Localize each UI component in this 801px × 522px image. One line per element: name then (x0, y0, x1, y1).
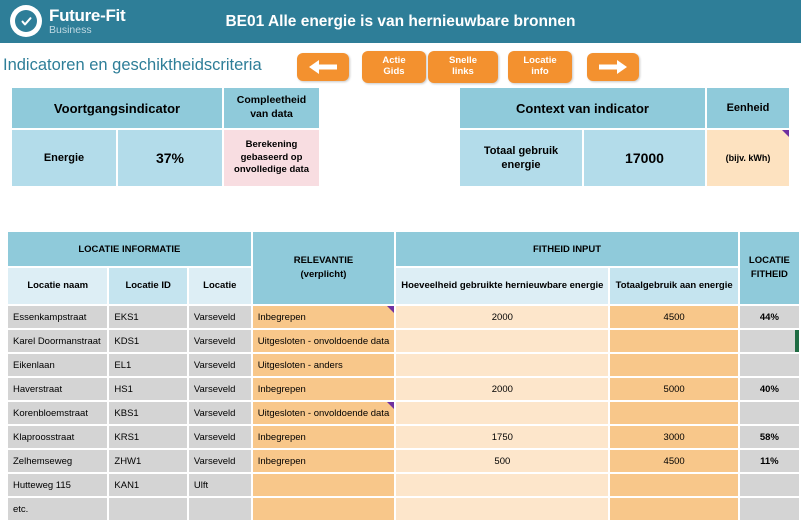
sub-header-locatie: Locatie (189, 268, 253, 306)
table-row[interactable] (8, 378, 801, 402)
locatie-fitheid-line2: FITHEID (750, 269, 788, 280)
cell-hernieuwbare-energie[interactable] (396, 498, 610, 522)
cell-comment-marker-icon (387, 306, 394, 313)
app-header-bar (0, 0, 801, 43)
progress-indicator-panel (12, 88, 319, 186)
unit-value-text: (bijv. kWh) (725, 153, 771, 163)
table-row[interactable] (8, 498, 801, 522)
indicator-value: 37% (118, 130, 224, 186)
table-group-header-row (8, 232, 801, 268)
table-row[interactable] (8, 426, 801, 450)
cell-hernieuwbare-energie[interactable] (396, 330, 610, 354)
group-header-locatie-fitheid (740, 232, 801, 306)
cell-hernieuwbare-energie[interactable]: 1750 (396, 426, 610, 450)
section-subtitle: Indicatoren en geschiktheidscriteria (3, 56, 262, 74)
cell-locatie-fitheid[interactable] (740, 354, 801, 378)
cell-totaalgebruik[interactable] (610, 402, 739, 426)
completeness-header (224, 88, 319, 130)
cell-relevantie[interactable]: Inbegrepen (253, 306, 397, 330)
cell-relevantie[interactable]: Inbegrepen (253, 426, 397, 450)
cell-locatie-id[interactable]: KAN1 (109, 474, 189, 498)
cell-hernieuwbare-energie[interactable]: 500 (396, 450, 610, 474)
back-button[interactable] (297, 53, 349, 81)
table-row[interactable] (8, 330, 801, 354)
cell-relevantie[interactable] (253, 498, 397, 522)
cell-locatie-id[interactable] (109, 498, 189, 522)
row-highlight-marker (795, 330, 799, 352)
cell-totaalgebruik[interactable] (610, 330, 739, 354)
unit-header: Eenheid (707, 88, 789, 130)
sub-header-hoeveelheid: Hoeveelheid gebruikte hernieuwbare energie (396, 268, 610, 306)
cell-locatie-fitheid[interactable]: 11% (740, 450, 801, 474)
cell-hernieuwbare-energie[interactable]: 2000 (396, 306, 610, 330)
actie-gids-label-2: Gids (383, 66, 405, 77)
completeness-header-line1: Compleetheid (236, 94, 307, 107)
cell-hernieuwbare-energie[interactable]: 2000 (396, 378, 610, 402)
relevance-line1: RELEVANTIE (293, 254, 354, 266)
cell-relevantie[interactable]: Uitgesloten - onvoldoende data (253, 402, 397, 426)
cell-hernieuwbare-energie[interactable] (396, 402, 610, 426)
arrow-left-icon (308, 59, 338, 75)
locations-table (8, 232, 801, 522)
arrow-right-icon (598, 59, 628, 75)
sub-header-totaalgebruik: Totaalgebruik aan energie (610, 268, 739, 306)
cell-relevantie[interactable]: Inbegrepen (253, 450, 397, 474)
cell-relevantie[interactable]: Uitgesloten - anders (253, 354, 397, 378)
cell-relevantie[interactable]: Uitgesloten - onvoldoende data (253, 330, 397, 354)
cell-locatie-naam[interactable]: Eikenlaan (8, 354, 109, 378)
group-header-location-info: LOCATIE INFORMATIE (8, 232, 253, 268)
group-header-relevance (253, 232, 397, 306)
cell-comment-marker-icon (782, 130, 789, 137)
cell-locatie[interactable]: Varseveld (189, 450, 253, 474)
cell-totaalgebruik[interactable]: 4500 (610, 306, 739, 330)
cell-locatie-id[interactable]: EL1 (109, 354, 189, 378)
cell-totaalgebruik[interactable]: 5000 (610, 378, 739, 402)
cell-locatie-id[interactable]: ZHW1 (109, 450, 189, 474)
table-sub-header-row (8, 268, 801, 306)
cell-locatie-naam[interactable]: Klaproosstraat (8, 426, 109, 450)
cell-totaalgebruik[interactable] (610, 354, 739, 378)
cell-hernieuwbare-energie[interactable] (396, 354, 610, 378)
locatie-info-label-2: info (531, 66, 549, 77)
completeness-status: Berekening gebaseerd op onvolledige data (224, 130, 319, 186)
cell-locatie-fitheid[interactable] (740, 402, 801, 426)
context-header: Context van indicator (460, 88, 707, 130)
group-header-fitheid-input: FITHEID INPUT (396, 232, 740, 268)
cell-relevantie[interactable]: Inbegrepen (253, 378, 397, 402)
actie-gids-button[interactable] (362, 51, 426, 83)
cell-locatie-naam[interactable]: Korenbloemstraat (8, 402, 109, 426)
table-row[interactable] (8, 354, 801, 378)
page-title: BE01 Alle energie is van hernieuwbare bronnen (225, 12, 576, 30)
locatie-info-button[interactable] (508, 51, 572, 83)
cell-locatie[interactable]: Varseveld (189, 354, 253, 378)
sub-header-locatie-naam: Locatie naam (8, 268, 109, 306)
forward-button[interactable] (587, 53, 639, 81)
cell-locatie[interactable]: Varseveld (189, 378, 253, 402)
context-indicator-panel (460, 88, 789, 186)
cell-locatie-id[interactable]: EKS1 (109, 306, 189, 330)
cell-locatie[interactable] (189, 498, 253, 522)
cell-locatie-naam[interactable]: Hutteweg 115 (8, 474, 109, 498)
cell-locatie-naam[interactable]: Zelhemseweg (8, 450, 109, 474)
snelle-links-label-1: Snelle (449, 55, 477, 67)
table-row[interactable] (8, 402, 801, 426)
actie-gids-label-1: Actie (382, 55, 406, 67)
unit-value[interactable] (707, 130, 789, 186)
cell-totaalgebruik[interactable]: 3000 (610, 426, 739, 450)
table-row[interactable] (8, 474, 801, 498)
locatie-fitheid-line1: LOCATIE (748, 254, 790, 266)
progress-indicator-header: Voortgangsindicator (12, 88, 224, 130)
cell-locatie-fitheid[interactable] (740, 498, 801, 522)
checkmark-circle-icon (10, 5, 42, 37)
relevance-line2: (verplicht) (300, 269, 347, 280)
context-label: Totaal gebruik energie (460, 130, 584, 186)
table-row[interactable] (8, 306, 801, 330)
context-value: 17000 (584, 130, 707, 186)
cell-locatie[interactable]: Varseveld (189, 426, 253, 450)
cell-locatie-naam[interactable]: Essenkampstraat (8, 306, 109, 330)
cell-locatie-naam[interactable]: Karel Doormanstraat (8, 330, 109, 354)
cell-locatie[interactable]: Varseveld (189, 306, 253, 330)
locatie-info-label-1: Locatie (523, 55, 557, 67)
completeness-header-line2: van data (250, 108, 293, 120)
cell-locatie-fitheid[interactable] (740, 474, 801, 498)
cell-relevantie[interactable] (253, 474, 397, 498)
cell-locatie-id[interactable]: KRS1 (109, 426, 189, 450)
cell-totaalgebruik[interactable]: 4500 (610, 450, 739, 474)
cell-totaalgebruik[interactable] (610, 474, 739, 498)
cell-hernieuwbare-energie[interactable] (396, 474, 610, 498)
sub-header-locatie-id: Locatie ID (109, 268, 189, 306)
cell-locatie[interactable]: Ulft (189, 474, 253, 498)
cell-locatie-fitheid[interactable]: 44% (740, 306, 801, 330)
indicator-label: Energie (12, 130, 118, 186)
cell-comment-marker-icon (387, 402, 394, 409)
cell-locatie-naam[interactable]: etc. (8, 498, 109, 522)
cell-locatie[interactable]: Varseveld (189, 402, 253, 426)
cell-locatie-fitheid[interactable]: 58% (740, 426, 801, 450)
cell-locatie[interactable]: Varseveld (189, 330, 253, 354)
cell-locatie-naam[interactable]: Haverstraat (8, 378, 109, 402)
brand-subtitle: Business (49, 23, 92, 36)
cell-locatie-id[interactable]: HS1 (109, 378, 189, 402)
brand-logo (10, 5, 125, 37)
cell-locatie-fitheid[interactable]: 40% (740, 378, 801, 402)
cell-locatie-id[interactable]: KBS1 (109, 402, 189, 426)
cell-totaalgebruik[interactable] (610, 498, 739, 522)
snelle-links-label-2: links (452, 66, 474, 77)
brand-name: Future-Fit (49, 5, 126, 25)
table-row[interactable] (8, 450, 801, 474)
snelle-links-button[interactable] (428, 51, 498, 83)
cell-locatie-fitheid[interactable] (740, 330, 801, 354)
cell-locatie-id[interactable]: KDS1 (109, 330, 189, 354)
